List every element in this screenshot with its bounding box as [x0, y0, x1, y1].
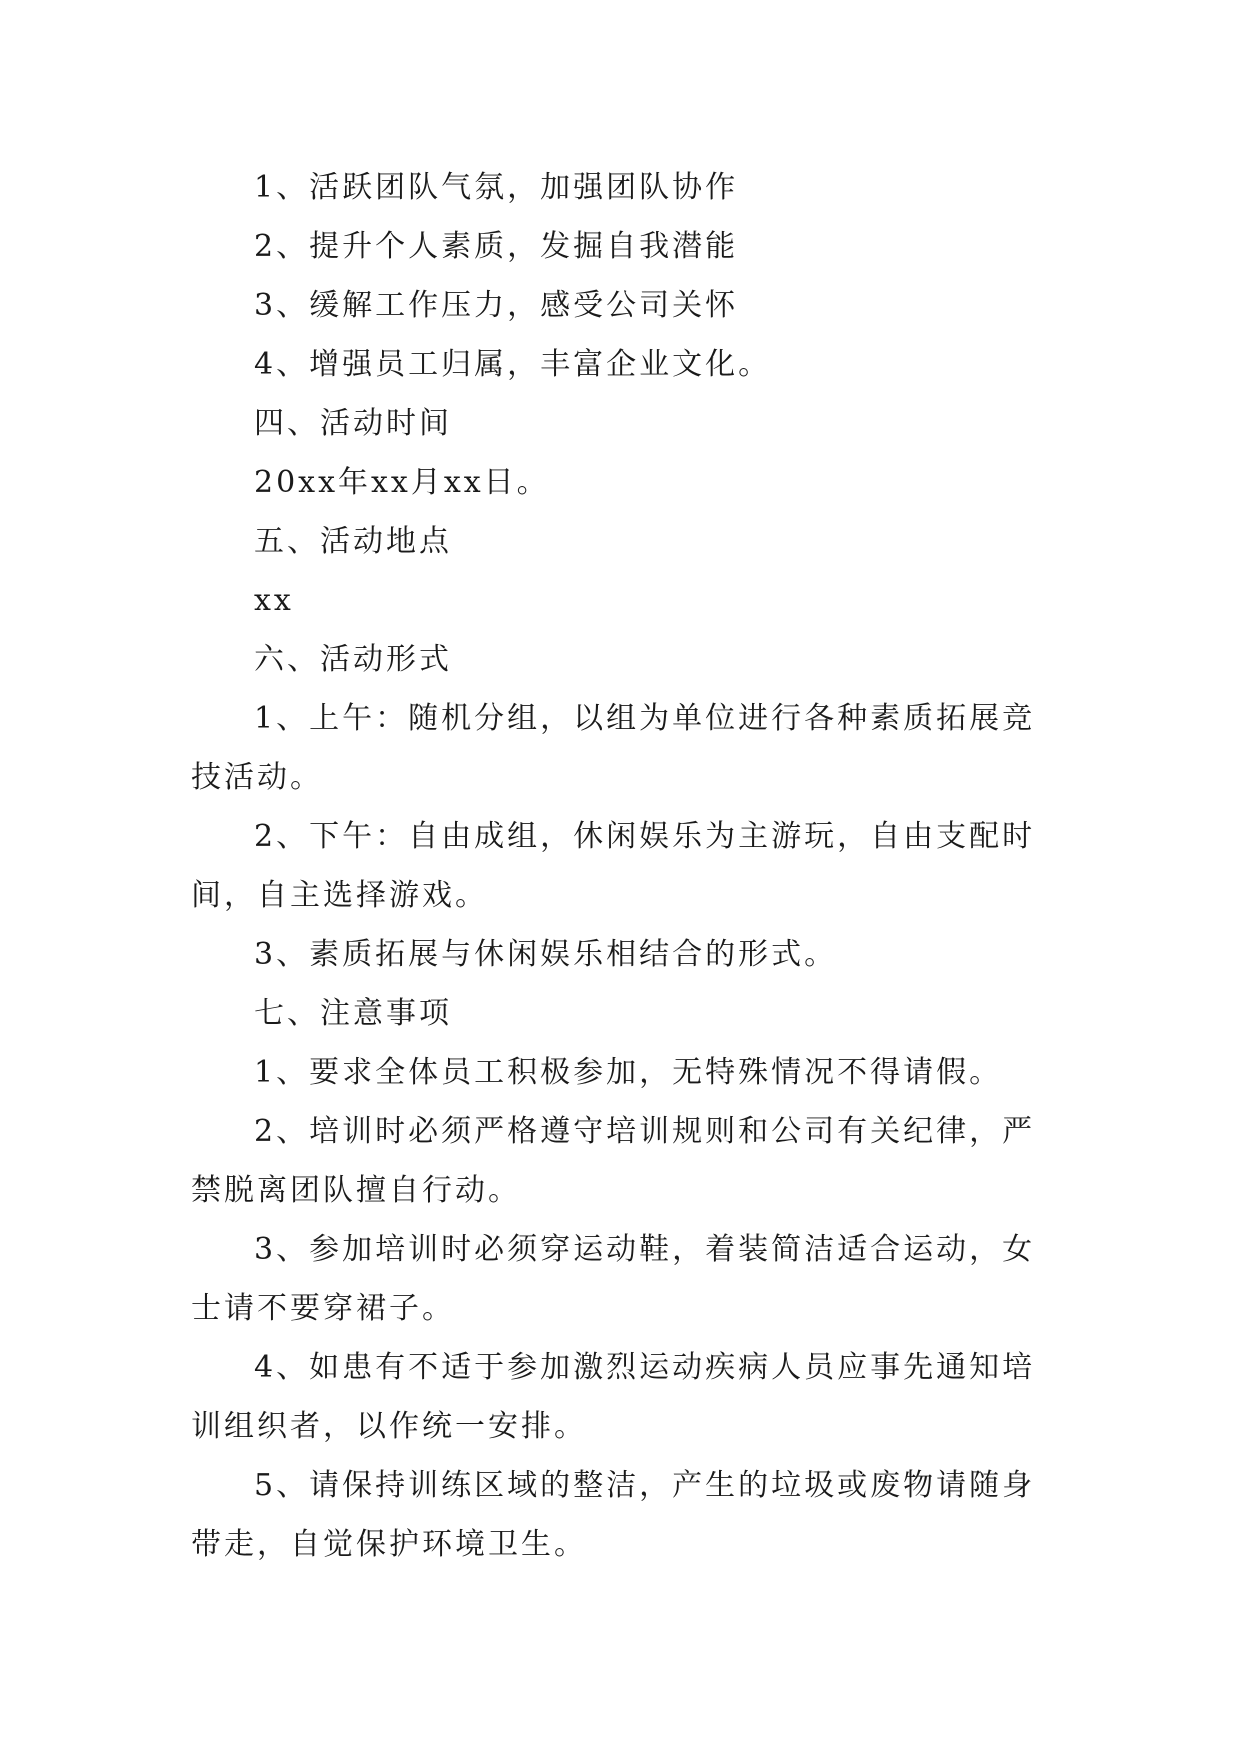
activity-location: xx: [254, 583, 294, 618]
goal-item-1: 1、活跃团队气氛，加强团队协作: [254, 170, 739, 205]
note-item-2: 2、培训时必须严格遵守培训规则和公司有关纪律，严禁脱离团队擅自行动。: [191, 1114, 1036, 1208]
section-heading-location: 五、活动地点: [254, 524, 452, 559]
note-item-5: 5、请保持训练区域的整洁，产生的垃圾或废物请随身带走，自觉保护环境卫生。: [191, 1468, 1036, 1562]
goal-item-3: 3、缓解工作压力，感受公司关怀: [254, 288, 739, 323]
goal-item-2: 2、提升个人素质，发掘自我潜能: [254, 229, 739, 264]
note-item-4: 4、如患有不适于参加激烈运动疾病人员应事先通知培训组织者，以作统一安排。: [191, 1350, 1036, 1444]
section-heading-format: 六、活动形式: [254, 642, 452, 677]
document-body: [191, 158, 1051, 1574]
note-item-3: 3、参加培训时必须穿运动鞋，着装简洁适合运动，女士请不要穿裙子。: [191, 1232, 1036, 1326]
format-item-1: 1、上午：随机分组，以组为单位进行各种素质拓展竞技活动。: [191, 701, 1036, 795]
section-heading-time: 四、活动时间: [254, 406, 452, 441]
format-item-2: 2、下午：自由成组，休闲娱乐为主游玩，自由支配时间，自主选择游戏。: [191, 819, 1036, 913]
note-item-1: 1、要求全体员工积极参加，无特殊情况不得请假。: [254, 1055, 1003, 1090]
section-heading-notes: 七、注意事项: [254, 996, 452, 1031]
activity-date: 20xx年xx月xx日。: [254, 465, 550, 500]
goal-item-4: 4、增强员工归属，丰富企业文化。: [254, 347, 772, 382]
format-item-3: 3、素质拓展与休闲娱乐相结合的形式。: [254, 937, 838, 972]
